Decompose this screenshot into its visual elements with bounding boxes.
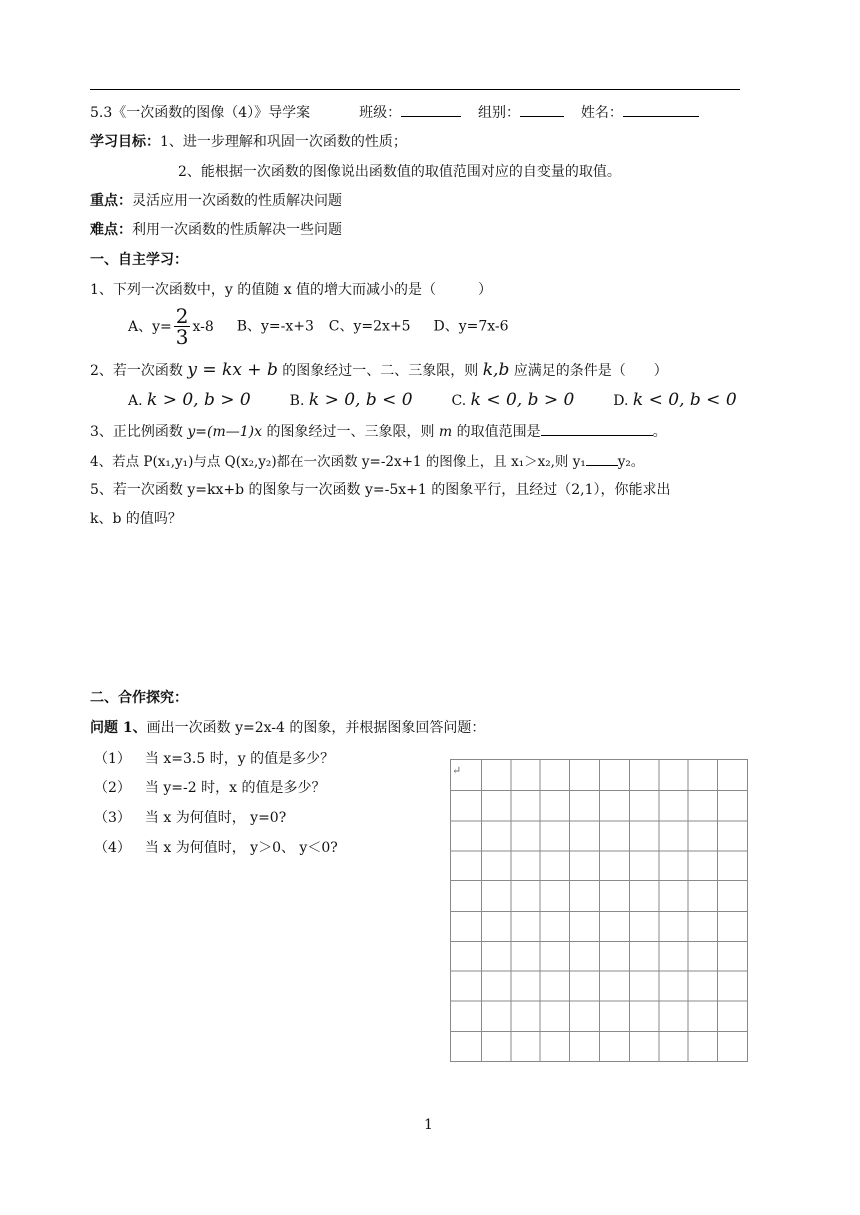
q3-mid: 的图象经过一、三象限，则 [262,424,439,440]
q4-text: 4、若点 P(x₁,y₁)与点 Q(x₂,y₂)都在一次函数 y=-2x+1 的图像上，且 x₁＞x₂,则 y₁ [90,454,586,470]
q2-option-c[interactable] [451,390,575,410]
fraction-denominator: 3 [175,325,189,349]
q2-option-c-label: C. [451,393,471,409]
q2-option-b-label: B. [289,393,309,409]
problem-1 [90,718,485,738]
fraction-numerator: 2 [175,304,189,328]
q2-option-d-label: D. [613,393,633,409]
q2-stem [90,360,668,381]
page-number: 1 [424,1117,433,1133]
worksheet-title: 5.3《一次函数的图像（4）》导学案 [90,105,311,121]
sub-question-3-num: （3） [94,810,131,826]
key-point-text: 灵活应用一次函数的性质解决问题 [132,193,342,209]
q2-option-a-text: k > 0, b > 0 [147,390,251,410]
q4-answer-blank[interactable] [586,451,618,466]
q2-option-b-text: k > 0, b < 0 [308,390,413,410]
q2-options [128,390,737,411]
class-label: 班级： [359,105,402,121]
q5-line2: k、b 的值吗？ [90,511,182,527]
difficulty [90,220,342,240]
sub-question-1 [94,749,334,769]
q2-option-a[interactable] [128,390,251,410]
q3 [90,421,667,442]
section1-heading: 一、自主学习： [90,252,188,268]
q1-option-b[interactable]: B、y=-x+3 [236,318,314,335]
sub-question-4-text: 当 x 为何值时， y＞0、 y＜0? [144,840,338,856]
name-blank[interactable] [623,102,699,117]
worksheet-header [90,102,699,123]
class-blank[interactable] [401,102,461,117]
sub-question-2 [94,778,325,798]
sub-question-3 [94,808,286,828]
q3-function: y=(m—1)x [187,424,263,440]
objectives-label: 学习目标： [90,134,160,150]
objectives-line1 [90,132,407,152]
difficulty-label: 难点： [90,222,132,238]
q2-option-d[interactable] [613,390,737,410]
q1-option-d[interactable]: D、y=7x-6 [433,318,509,335]
key-point [90,191,342,211]
name-label: 姓名： [580,105,623,121]
q3-post: 的取值范围是 [452,424,541,440]
q2-option-b[interactable] [289,390,413,410]
sub-question-4-num: （4） [94,840,131,856]
sub-question-2-num: （2） [94,780,131,796]
q1-option-a[interactable] [128,304,218,349]
q2-vars: k,b [482,360,510,380]
q1-option-c[interactable]: C、y=2x+5 [328,318,411,335]
q3-end: 。 [652,424,667,440]
q2-option-d-text: k < 0, b < 0 [632,390,737,410]
q1-option-a-pre: A、y= [128,318,172,335]
q2-equation: y = kx + b [187,360,278,380]
graph-grid[interactable] [450,759,748,1062]
key-point-label: 重点： [90,193,132,209]
q5-line1: 5、若一次函数 y=kx+b 的图象与一次函数 y=-5x+1 的图象平行，且经过（2,1），你能求出 [90,482,671,498]
sub-question-3-text: 当 x 为何值时， y=0? [144,810,287,826]
header-rule [90,89,740,90]
q1-stem: 1、下列一次函数中，y 的值随 x 值的增大而减小的是（ ） [90,282,493,298]
problem-1-label: 问题 1、 [90,720,147,736]
problem-1-text: 画出一次函数 y=2x-4 的图象，并根据图象回答问题： [146,720,486,736]
group-label: 组别： [477,105,520,121]
section2-heading: 二、合作探究： [90,690,188,706]
objective-1: 1、进一步理解和巩固一次函数的性质； [160,134,407,150]
difficulty-text: 利用一次函数的性质解决一些问题 [132,222,342,238]
sub-question-2-text: 当 y=-2 时，x 的值是多少？ [144,780,326,796]
q3-pre: 3、正比例函数 [90,424,188,440]
q2-option-a-label: A. [128,393,148,409]
fraction-two-thirds [174,306,191,347]
sub-question-1-num: （1） [94,751,131,767]
group-blank[interactable] [520,102,564,117]
q1-option-a-post: x-8 [192,318,214,335]
sub-question-4 [94,838,338,858]
q2-option-c-text: k < 0, b > 0 [470,390,575,410]
q2-mid: 的图象经过一、二、三象限，则 [277,363,483,379]
q2-pre: 2、若一次函数 [90,363,188,379]
objective-2: 2、能根据一次函数的图像说出函数值的取值范围对应的自变量的取值。 [178,164,621,180]
q1-options [128,306,509,347]
q2-post: 应满足的条件是（ ） [509,363,668,379]
q3-answer-blank[interactable] [541,421,653,436]
q4-end: y₂。 [617,454,645,470]
sub-question-1-text: 当 x=3.5 时，y 的值是多少？ [144,751,335,767]
q3-var: m [438,424,453,440]
paragraph-return-icon: ↵ [452,764,462,777]
q4 [90,451,644,472]
